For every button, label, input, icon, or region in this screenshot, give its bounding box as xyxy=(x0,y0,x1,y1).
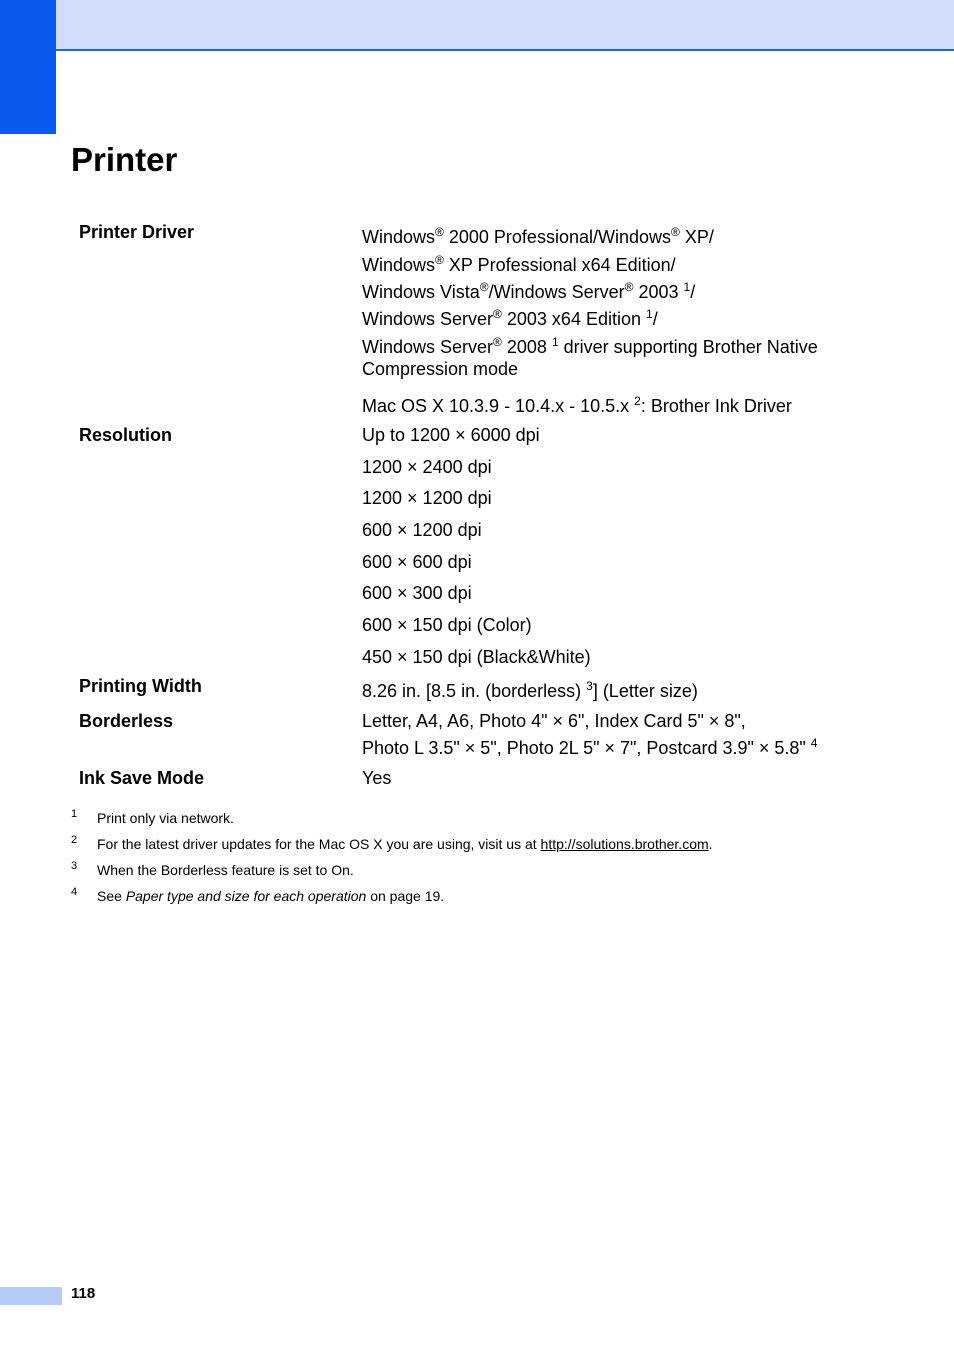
resolution-label: Resolution xyxy=(79,425,172,445)
resolution-value: 450 × 150 dpi (Black&White) xyxy=(362,647,591,667)
printing-width-value: 8.26 in. [8.5 in. (borderless) $^3$] (Letter size) xyxy=(362,679,698,701)
driver-mac-line: Mac OS X 10.3.9 - 10.4.x - 10.5.x $^2$: Brother Ink Driver xyxy=(362,394,792,416)
driver-line-1: Windows® 2000 Professional/Windows® XP/ xyxy=(362,225,714,247)
resolution-value: 1200 × 1200 dpi xyxy=(362,488,492,508)
footnote-number: 4 xyxy=(71,886,78,898)
footnote-number: 2 xyxy=(71,834,78,846)
resolution-value: 600 × 300 dpi xyxy=(362,583,472,603)
driver-line-4: Windows Server® 2003 x64 Edition $^1$/ xyxy=(362,307,658,329)
resolution-value: 600 × 1200 dpi xyxy=(362,520,482,540)
footnote-number: 3 xyxy=(71,860,78,872)
header-band xyxy=(0,0,954,51)
resolution-value: 1200 × 2400 dpi xyxy=(362,457,492,477)
borderless-label: Borderless xyxy=(79,711,174,731)
page-title: Printer xyxy=(71,141,178,178)
borderless-line-2: Photo L 3.5" × 5", Photo 2L 5" × 7", Postcard 3.9" × 5.8" $^4$ xyxy=(362,736,818,758)
footnote-text: Print only via network. xyxy=(97,810,234,826)
footer-tab xyxy=(0,1287,62,1305)
ink-save-mode-value: Yes xyxy=(362,768,392,788)
chapter-tab xyxy=(0,0,56,134)
resolution-value: Up to 1200 × 6000 dpi xyxy=(362,425,540,445)
driver-line-3: Windows Vista®/Windows Server® 2003 $^1$/ xyxy=(362,280,696,302)
footnote-text: When the Borderless feature is set to On. xyxy=(97,862,354,878)
page-number: 118 xyxy=(71,1285,96,1302)
driver-line-6: Compression mode xyxy=(362,359,519,379)
footnote-text: See Paper type and size for each operation on page 19. xyxy=(97,888,445,904)
borderless-line-1: Letter, A4, A6, Photo 4" × 6", Index Card 5" × 8", xyxy=(362,711,746,731)
driver-line-2: Windows® XP Professional x64 Edition/ xyxy=(362,253,676,275)
ink-save-mode-label: Ink Save Mode xyxy=(79,768,205,788)
resolution-value: 600 × 150 dpi (Color) xyxy=(362,615,532,635)
resolution-value: 600 × 600 dpi xyxy=(362,552,472,572)
footnote-number: 1 xyxy=(71,808,78,820)
brother-solutions-link[interactable]: http://solutions.brother.com xyxy=(540,836,709,852)
driver-line-5: Windows Server® 2008 $^1$ driver supporting Brother Native xyxy=(362,335,818,357)
printer-driver-label: Printer Driver xyxy=(79,222,195,242)
footnote-text: For the latest driver updates for the Mac OS X you are using, visit us at http://solutions.brother.com. xyxy=(97,836,713,852)
printing-width-label: Printing Width xyxy=(79,676,202,696)
